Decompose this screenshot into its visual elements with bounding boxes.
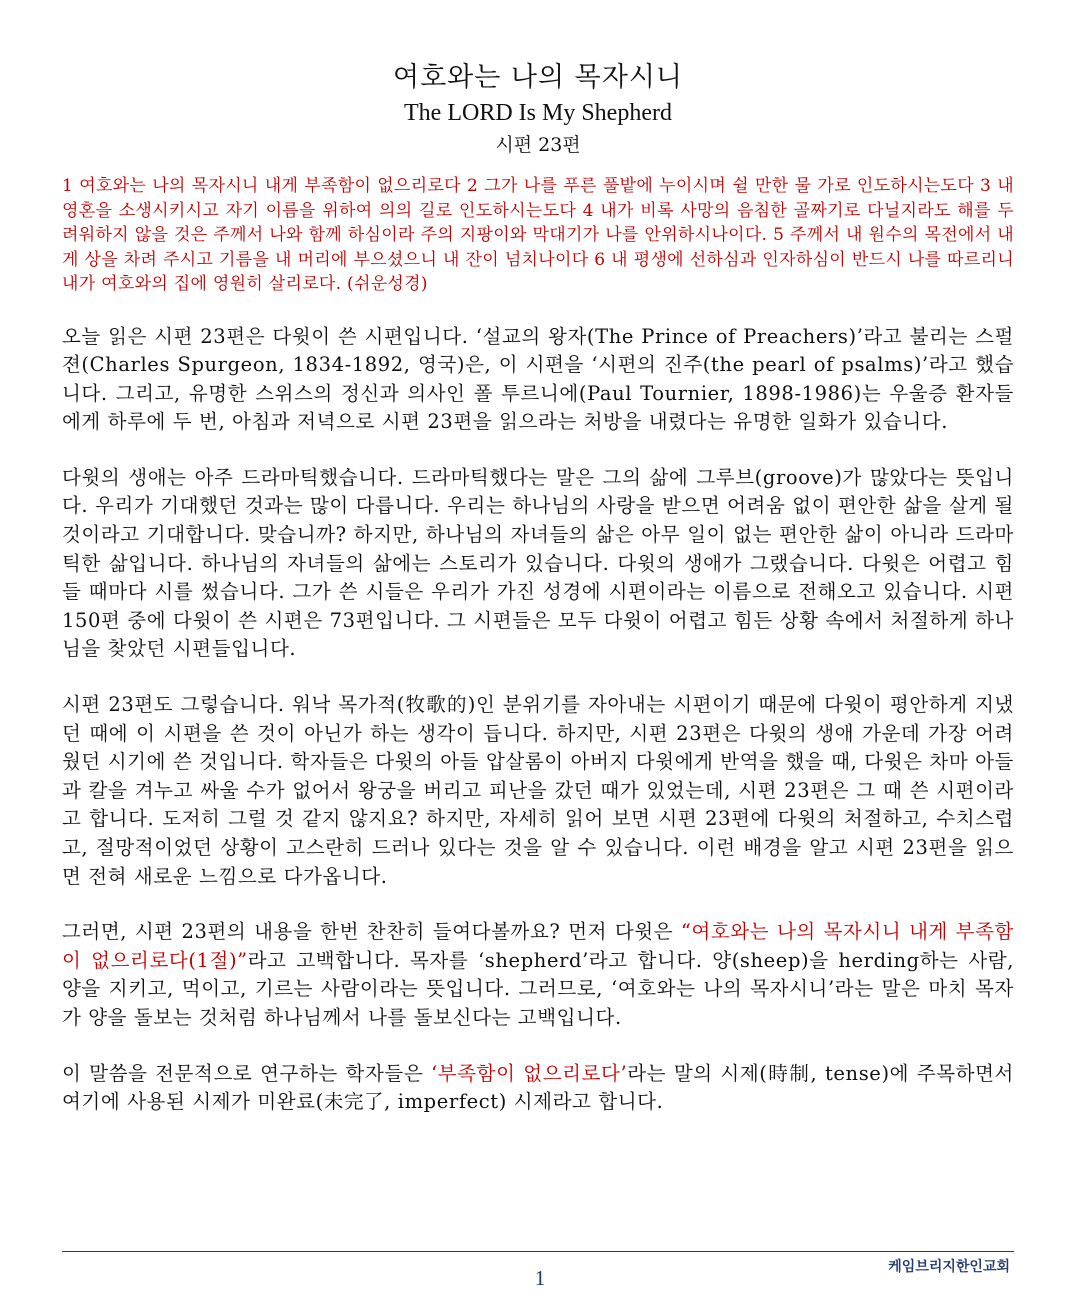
paragraph-4 — [62, 918, 1014, 1032]
page-number: 1 — [534, 1266, 546, 1290]
paragraph-5 — [62, 1060, 1014, 1117]
paragraph-4-text-a: 그러면, 시편 23편의 내용을 한번 찬찬히 들여다볼까요? 먼저 다윗은 — [62, 920, 681, 944]
paragraph-1: 오늘 읽은 시편 23편은 다윗이 쓴 시편입니다. ‘설교의 왕자(The Prince of Preachers)’라고 불리는 스펄젼(Charles Spurgeon, 1834-1892, 영국)은, 이 시편을 ‘시편의 진주(the pearl of psalms)’라고 했습니다. 그리고, 유명한 스위스의 정신과 의사인 폴 투르니에(Paul Tournier, 1898-1986)는 우울증 환자들에게 하루에 두 번, 아침과 저녁으로 시편 23편을 읽으라는 처방을 내렸다는 유명한 일화가 있습니다. — [62, 324, 1014, 434]
sermon-title: 여호와는 나의 목자시니 — [393, 62, 683, 93]
paragraph-5-quote: ‘부족함이 없으리로다’ — [431, 1061, 628, 1085]
paragraph-4-text-b: 라고 고백합니다. 목자를 ‘shepherd’라고 합니다. 양(sheep)을 herding하는 사람, 양을 지키고, 먹이고, 기르는 사람이라는 뜻입니다. 그러므로, ‘여호와는 나의 목자시니’라는 말은 마치 목자가 양을 돌보는 것처럼 하나님께서 나를 돌보신다는 고백입니다. — [62, 948, 1014, 1029]
scripture-reference: 시편 23편 — [495, 134, 581, 156]
document-page — [62, 60, 1014, 1144]
paragraph-5-text-a: 이 말씀을 전문적으로 연구하는 학자들은 — [62, 1061, 431, 1085]
paragraph-2: 다윗의 생애는 아주 드라마틱했습니다. 드라마틱했다는 말은 그의 삶에 그루브(groove)가 많았다는 뜻입니다. 우리가 기대했던 것과는 많이 다릅니다. 우리는 하나님의 사랑을 받으면 어려움 없이 편안한 삶을 살게 될 것이라고 기대합니다. 맞습니까? 하지만, 하나님의 자녀들의 삶은 아무 일이 없는 편안한 삶이 아니라 드라마틱한 삶입니다. 하나님의 자녀들의 삶에는 스토리가 있습니다. 다윗의 생애가 그랬습니다. 다윗은 어렵고 힘들 때마다 시를 썼습니다. 그가 쓴 시들은 우리가 가진 성경에 시편이라는 이름으로 전해오고 있습니다. 시편 150편 중에 다윗이 쓴 시편은 73편입니다. 그 시편들은 모두 다윗이 어렵고 힘든 상황 속에서 처절하게 하나님을 찾았던 시편들입니다. — [62, 465, 1014, 661]
paragraph-4-quote: “여호와는 나의 목자시니 내게 부족함이 없으리로다(1절)” — [62, 920, 1014, 972]
sermon-subtitle: The LORD Is My Shepherd — [404, 100, 672, 126]
paragraph-3: 시편 23편도 그렇습니다. 워낙 목가적(牧歌的)인 분위기를 자아내는 시편이기 때문에 다윗이 평안하게 지냈던 때에 이 시편을 쓴 것이 아닌가 하는 생각이 듭니다. 하지만, 시편 23편은 다윗의 생애 가운데 가장 어려웠던 시기에 쓴 것입니다. 학자들은 다윗의 아들 압살롬이 아버지 다윗에게 반역을 했을 때, 다윗은 차마 아들과 칼을 겨누고 싸울 수가 없어서 왕궁을 버리고 피난을 갔던 때가 있었는데, 시편 23편은 그 때 쓴 시편이라고 합니다. 도저히 그럴 것 같지 않지요? 하지만, 자세히 읽어 보면 시편 23편에 다윗의 처절하고, 수치스럽고, 절망적이었던 상황이 고스란히 드러나 있다는 것을 알 수 있습니다. 이런 배경을 알고 시편 23편을 읽으면 전혀 새로운 느낌으로 다가옵니다. — [62, 693, 1014, 888]
paragraph-5-text-b: 라는 말의 시제(時制, tense)에 주목하면서 여기에 사용된 시제가 미완료(未完了, imperfect) 시제라고 합니다. — [62, 1061, 1014, 1114]
footer-divider — [62, 1251, 1014, 1252]
church-name: 케임브리지한인교회 — [888, 1259, 1010, 1275]
scripture-text: 1 여호와는 나의 목자시니 내게 부족함이 없으리로다 2 그가 나를 푸른 풀밭에 누이시며 쉴 만한 물 가로 인도하시는도다 3 내 영혼을 소생시키시고 자기 이름을 위하여 의의 길로 인도하시는도다 4 내가 비록 사망의 음침한 골짜기로 다닐지라도 해를 두려워하지 않을 것은 주께서 나와 함께 하심이라 주의 지팡이와 막대기가 나를 안위하시나이다. 5 주께서 내 원수의 목전에서 내게 상을 차려 주시고 기름을 내 머리에 부으셨으니 내 잔이 넘치나이다 6 내 평생에 선하심과 인자하심이 반드시 나를 따르리니 내가 여호와의 집에 영원히 살리로다. (쉬운성경) — [62, 176, 1014, 294]
